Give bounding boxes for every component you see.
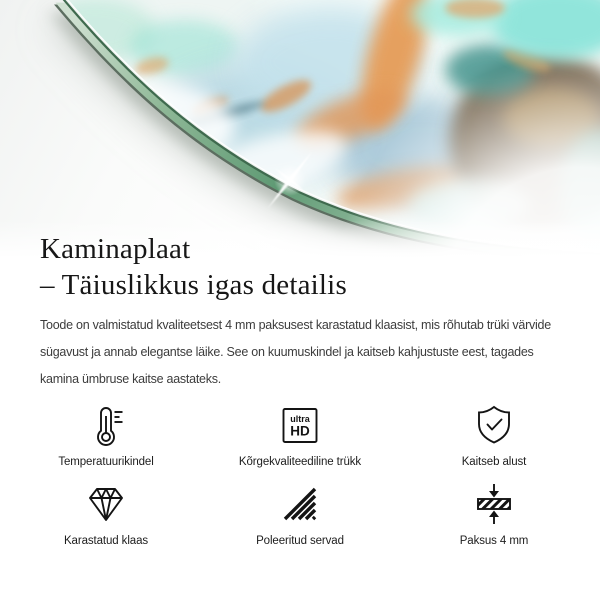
fade-bottom [0, 0, 600, 262]
diamond-icon [83, 481, 129, 527]
shield-check-icon [471, 402, 517, 448]
thermometer-icon [83, 402, 129, 448]
hd-label: HD [290, 423, 310, 439]
feature-tempered-glass [9, 481, 203, 547]
page-title [40, 231, 347, 303]
description-line: kamina ümbruse kaitse aastateks. [40, 372, 221, 386]
feature-protects-base [397, 402, 591, 468]
marble-glass-photo [0, 0, 600, 262]
title-line-1: Kaminaplaat [40, 233, 191, 265]
feature-label: Poleeritud servad [256, 535, 344, 547]
feature-label: Paksus 4 mm [459, 535, 529, 547]
feature-label: Karastatud klaas [63, 535, 149, 547]
feature-temperature-resistant [9, 402, 203, 468]
thickness-arrows-icon [471, 481, 517, 527]
product-image[interactable] [0, 0, 600, 262]
feature-grid [9, 402, 591, 547]
description-line: sügavust ja annab elegantse läike. See on kuumuskindel ja kaitseb kahjustuste eest, tagades [40, 345, 534, 359]
striped-triangle-icon [277, 481, 323, 527]
feature-label: Temperatuurikindel [58, 456, 154, 468]
feature-thickness [397, 481, 591, 547]
description-line: Toode on valmistatud kvaliteetsest 4 mm paksusest karastatud klaasist, mis rõhutab trüki värvide [40, 318, 551, 332]
feature-polished-edges [203, 481, 397, 547]
feature-label: Kõrgekvaliteediline trükk [238, 456, 362, 468]
title-line-2: – Täiuslikkus igas detailis [40, 269, 347, 301]
product-description [40, 312, 551, 393]
ultra-label: ultra [290, 414, 310, 424]
ultra-hd-icon [277, 402, 323, 448]
feature-high-quality-print [203, 402, 397, 468]
feature-label: Kaitseb alust [461, 456, 527, 468]
